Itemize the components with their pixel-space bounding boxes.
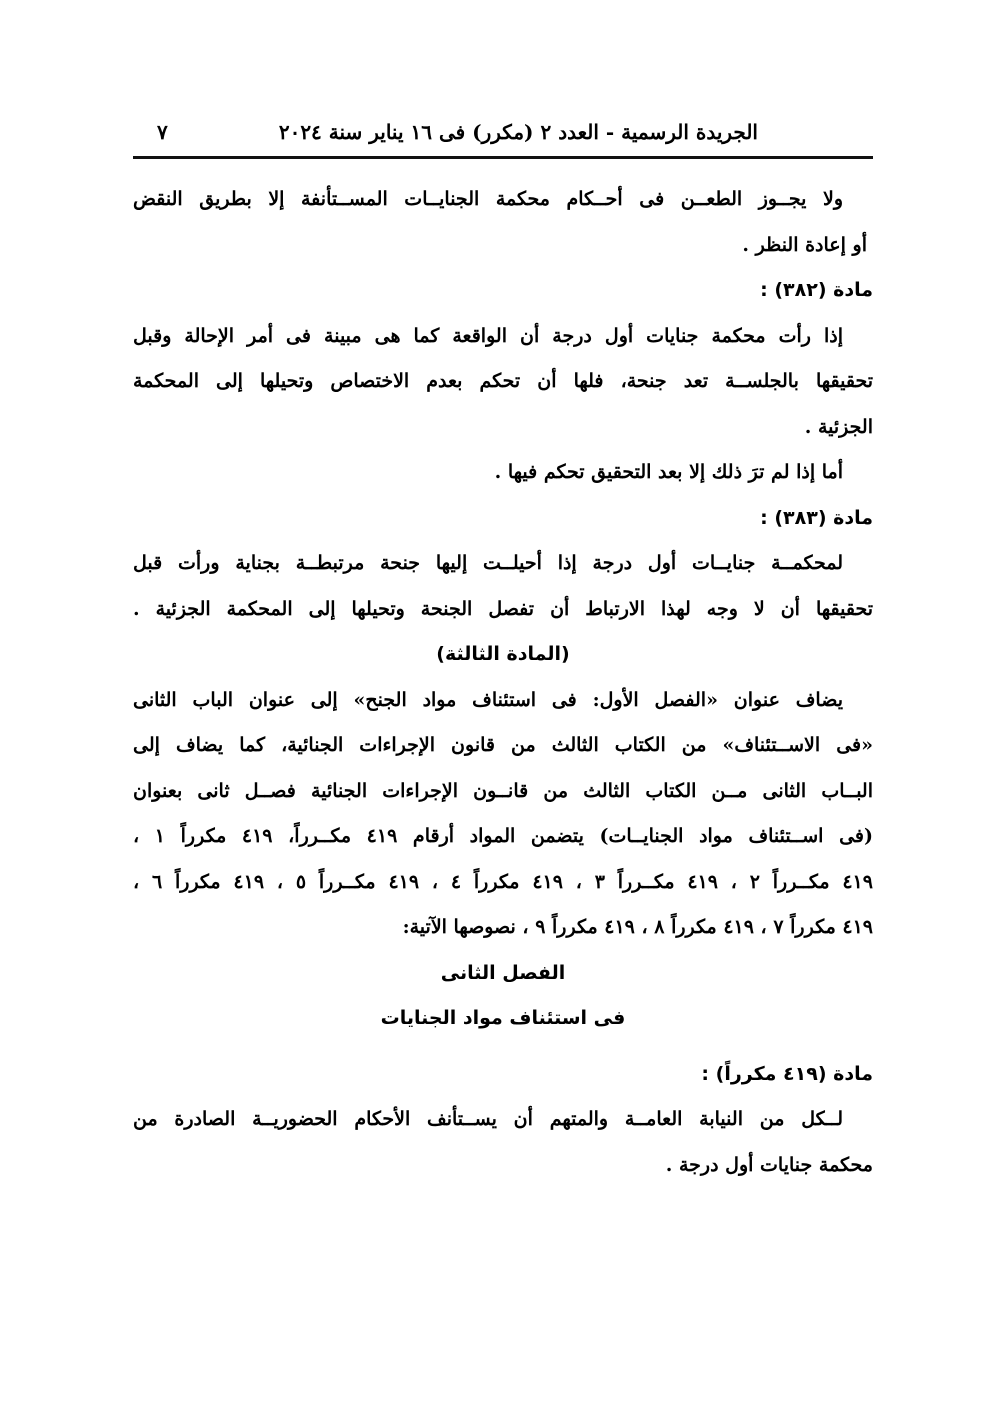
document-body [133,188,873,1199]
gazette-title: الجريدة الرسمية - العدد ٢ (مكرر) فى ١٦ يناير سنة ٢٠٢٤ [278,120,758,144]
text-line: يضاف عنوان «الفصل الأول: فى استئناف مواد الجنح» إلى عنوان الباب الثانى [133,688,843,711]
text-line: البــاب الثانى مــن الكتاب الثالث من قانــون الإجراءات الجنائية فصــل ثانى بعنوان [133,779,873,802]
text-line: محكمة جنايات أول درجة . [665,1153,873,1176]
text-line: أو إعادة النظر . [742,233,867,256]
text-line: تحقيقها أن لا وجه لهذا الارتباط أن تفصل الجنحة وتحيلها إلى المحكمة الجزئية . [133,597,873,620]
text-line: ٤١٩ مكــرراً ٢ ، ٤١٩ مكــرراً ٣ ، ٤١٩ مكرراً ٤ ، ٤١٩ مكــرراً ٥ ، ٤١٩ مكرراً ٦ ، [133,870,873,893]
text-line: ٤١٩ مكرراً ٧ ، ٤١٩ مكرراً ٨ ، ٤١٩ مكرراً ٩ ، نصوصها الآتية: [402,916,873,938]
text-line: «فى الاســتئناف» من الكتاب الثالث من قانون الإجراءات الجنائية، كما يضاف إلى [133,734,873,756]
text-line: تحقيقها بالجلســة تعد جنحة، فلها أن تحكم بعدم الاختصاص وتحيلها إلى المحكمة [133,370,873,392]
article-heading-383: مادة (٣٨٣) : [760,506,873,529]
third-article-heading: (المادة الثالثة) [436,643,570,665]
text-line: (فى اســتئناف مواد الجنايــات) يتضمن المواد أرقام ٤١٩ مكــرراً، ٤١٩ مكرراً ١ ، [133,825,874,847]
text-line: لــكل من النيابة العامــة والمتهم أن يســتأنف الأحكام الحضوريــة الصادرة من [133,1108,843,1130]
page-number: ٧ [157,120,168,144]
text-line: الجزئية . [804,415,873,438]
header-rule [133,156,873,159]
text-line: ولا يجــوز الطعــن فى أحــكام محكمة الجنايــات المســتأنفة إلا بطريق النقض [133,188,843,210]
article-heading-382: مادة (٣٨٢) : [760,279,873,301]
article-heading-419bis: مادة (٤١٩ مكرراً) : [701,1062,873,1085]
chapter-subtitle: فى استئناف مواد الجنايات [380,1007,626,1029]
text-line: إذا رأت محكمة جنايات أول درجة أن الواقعة كما هى مبينة فى أمر الإحالة وقبل [133,324,843,347]
chapter-title: الفصل الثانى [440,961,566,984]
page-header [133,112,873,152]
text-line: لمحكمــة جنايــات أول درجة إذا أحيلــت إليها جنحة مرتبطــة بجناية ورأت قبل [133,552,843,574]
text-line: أما إذا لم ترَ ذلك إلا بعد التحقيق تحكم فيها . [494,461,843,483]
